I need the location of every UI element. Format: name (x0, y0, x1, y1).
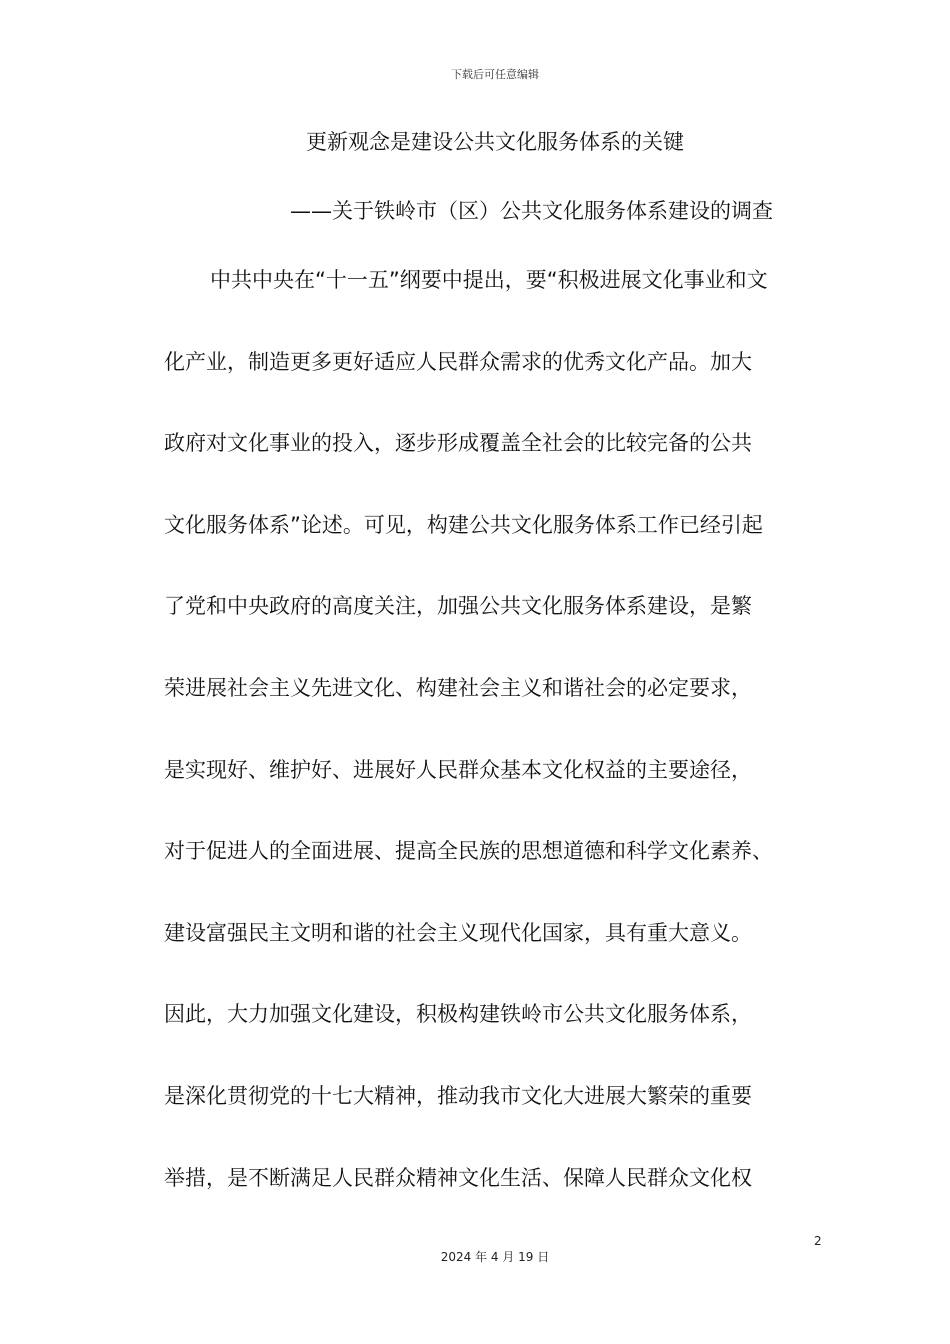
body-line: 对于促进人的全面进展、提高全民族的思想道德和科学文化素养、 (164, 839, 773, 864)
body-line: 政府对文化事业的投入，逐步形成覆盖全社会的比较完备的公共 (164, 431, 752, 456)
document-subtitle: ——关于铁岭市（区）公共文化服务体系建设的调查 (290, 199, 773, 223)
body-line: 因此，大力加强文化建设，积极构建铁岭市公共文化服务体系， (164, 1002, 752, 1027)
body-line: 建设富强民主文明和谐的社会主义现代化国家，具有重大意义。 (164, 920, 752, 945)
body-line: 是深化贯彻党的十七大精神，推动我市文化大进展大繁荣的重要 (164, 1083, 752, 1108)
footer-date: 2024 年 4 月 19 日 (440, 1250, 550, 1264)
body-line: 荣进展社会主义先进文化、构建社会主义和谐社会的必定要求， (164, 675, 752, 700)
body-line: 化产业，制造更多更好适应人民群众需求的优秀文化产品。加大 (164, 349, 752, 374)
document-title: 更新观念是建设公共文化服务体系的关键 (306, 130, 684, 154)
body-line: 中共中央在“十一五”纲要中提出，要“积极进展文化事业和文 (210, 268, 768, 292)
body-line: 是实现好、维护好、进展好人民群众基本文化权益的主要途径， (164, 757, 752, 782)
body-line: 了党和中央政府的高度关注，加强公共文化服务体系建设，是繁 (164, 594, 752, 619)
body-line: 举措，是不断满足人民群众精神文化生活、保障人民群众文化权 (164, 1165, 752, 1190)
header-note: 下载后可任意编辑 (451, 68, 539, 81)
body-line: 文化服务体系”论述。可见，构建公共文化服务体系工作已经引起 (164, 512, 763, 537)
page-number: 2 (814, 1234, 822, 1248)
body-text (164, 266, 844, 1245)
